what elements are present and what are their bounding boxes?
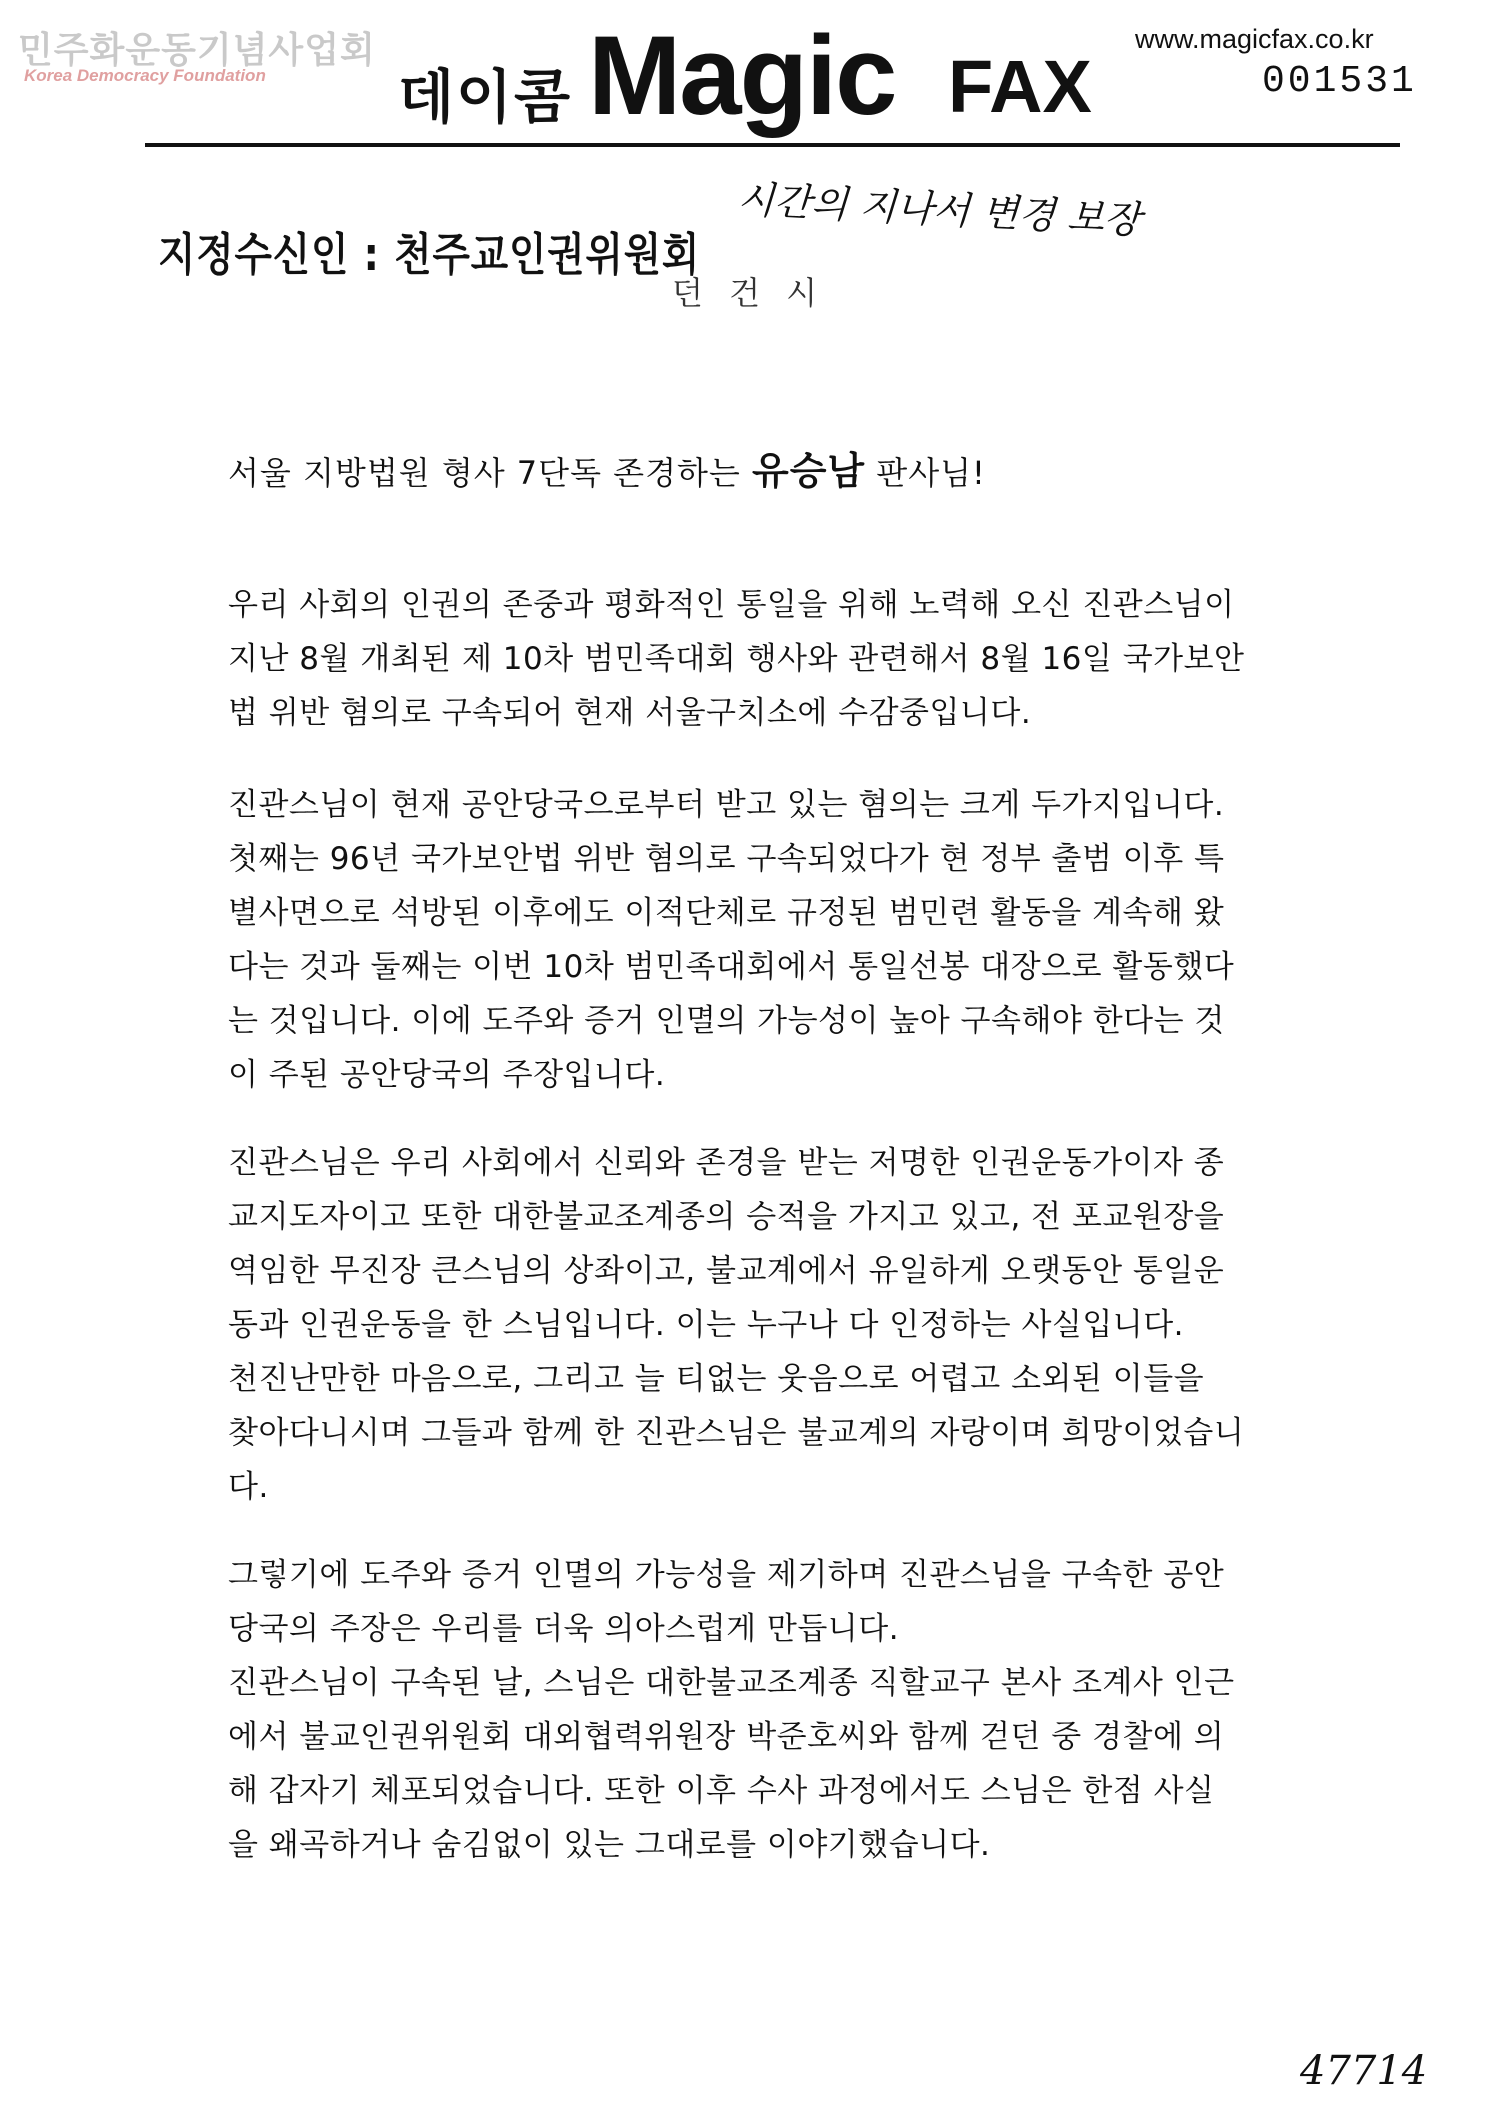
paragraph-line: 당국의 주장은 우리를 더욱 의아스럽게 만듭니다. (228, 1611, 900, 1647)
salutation (228, 440, 986, 495)
paragraph-line: 동과 인권운동을 한 스님입니다. 이는 누구나 다 인정하는 사실입니다. (228, 1307, 1185, 1343)
body-paragraph-1 (228, 578, 1278, 740)
paragraph-line: 해 갑자기 체포되었습니다. 또한 이후 수사 과정에서도 스님은 한점 사실 (228, 1773, 1215, 1809)
judge-name: 유승남 (752, 449, 866, 493)
paragraph-line: 찾아다니시며 그들과 함께 한 진관스님은 불교계의 자랑이며 희망이었습니 (228, 1415, 1245, 1451)
paragraph-line: 진관스님이 현재 공안당국으로부터 받고 있는 혐의는 크게 두가지입니다. (228, 787, 1225, 823)
paragraph-line: 천진난만한 마음으로, 그리고 늘 티없는 웃음으로 어렵고 소외된 이들을 (228, 1361, 1205, 1397)
body-paragraph-2 (228, 778, 1278, 1102)
watermark-english: Korea Democracy Foundation (24, 66, 266, 85)
paragraph-line: 지난 8월 개최된 제 10차 범민족대회 행사와 관련해서 8월 16일 국가보안 (228, 641, 1245, 677)
paragraph-line: 역임한 무진장 큰스님의 상좌이고, 불교계에서 유일하게 오랫동안 통일운 (228, 1253, 1225, 1289)
paragraph-line: 다는 것과 둘째는 이번 10차 범민족대회에서 통일선봉 대장으로 활동했다 (228, 949, 1235, 985)
paragraph-line: 진관스님은 우리 사회에서 신뢰와 존경을 받는 저명한 인권운동가이자 종 (228, 1145, 1225, 1181)
fax-number: 001531 (1262, 60, 1417, 103)
paragraph-line: 진관스님이 구속된 날, 스님은 대한불교조계종 직할교구 본사 조계사 인근 (228, 1665, 1235, 1701)
salutation-prefix: 서울 지방법원 형사 7단독 존경하는 (228, 454, 741, 492)
salutation-suffix: 판사님! (876, 454, 986, 492)
handwritten-note: 시간의 지나서 변경 보장 (736, 177, 1142, 243)
watermark-korean: 민주화운동기념사업회 (18, 30, 376, 71)
paragraph-line: 그렇기에 도주와 증거 인멸의 가능성을 제기하며 진관스님을 구속한 공안 (228, 1557, 1225, 1593)
paragraph-line: 법 위반 혐의로 구속되어 현재 서울구치소에 수감중입니다. (228, 695, 1032, 731)
paragraph-line: 는 것입니다. 이에 도주와 증거 인멸의 가능성이 높아 구속해야 한다는 것 (228, 1003, 1225, 1039)
recipient-line: 지정수신인 : 천주교인권위원회 (158, 228, 701, 281)
brand-fax-logo: FAX (948, 45, 1092, 128)
body-paragraph-4 (228, 1548, 1278, 1872)
paragraph-line: 이 주된 공안당국의 주장입니다. (228, 1057, 666, 1093)
website-url: www.magicfax.co.kr (1135, 24, 1374, 54)
paragraph-line: 교지도자이고 또한 대한불교조계종의 승적을 가지고 있고, 전 포교원장을 (228, 1199, 1225, 1235)
body-paragraph-3 (228, 1136, 1278, 1514)
brand-magic-logo: Magic (588, 13, 896, 138)
paragraph-line: 첫째는 96년 국가보안법 위반 혐의로 구속되었다가 현 정부 출범 이후 특 (228, 841, 1225, 877)
paragraph-line: 별사면으로 석방된 이후에도 이적단체로 규정된 범민련 활동을 계속해 왔 (228, 895, 1225, 931)
paragraph-line: 우리 사회의 인권의 존중과 평화적인 통일을 위해 노력해 오신 진관스님이 (228, 587, 1235, 623)
paragraph-line: 에서 불교인권위원회 대외협력위원장 박준호씨와 함께 걷던 중 경찰에 의 (228, 1719, 1225, 1755)
header-rule (145, 143, 1400, 147)
paragraph-line: 다. (228, 1469, 269, 1505)
paragraph-line: 을 왜곡하거나 숨김없이 있는 그대로를 이야기했습니다. (228, 1827, 991, 1863)
page-code: 47714 (1300, 2048, 1428, 2094)
brand-korean-logo: 데이콤 (398, 63, 573, 131)
handwritten-sub-note: 던 건 시 (672, 274, 826, 312)
